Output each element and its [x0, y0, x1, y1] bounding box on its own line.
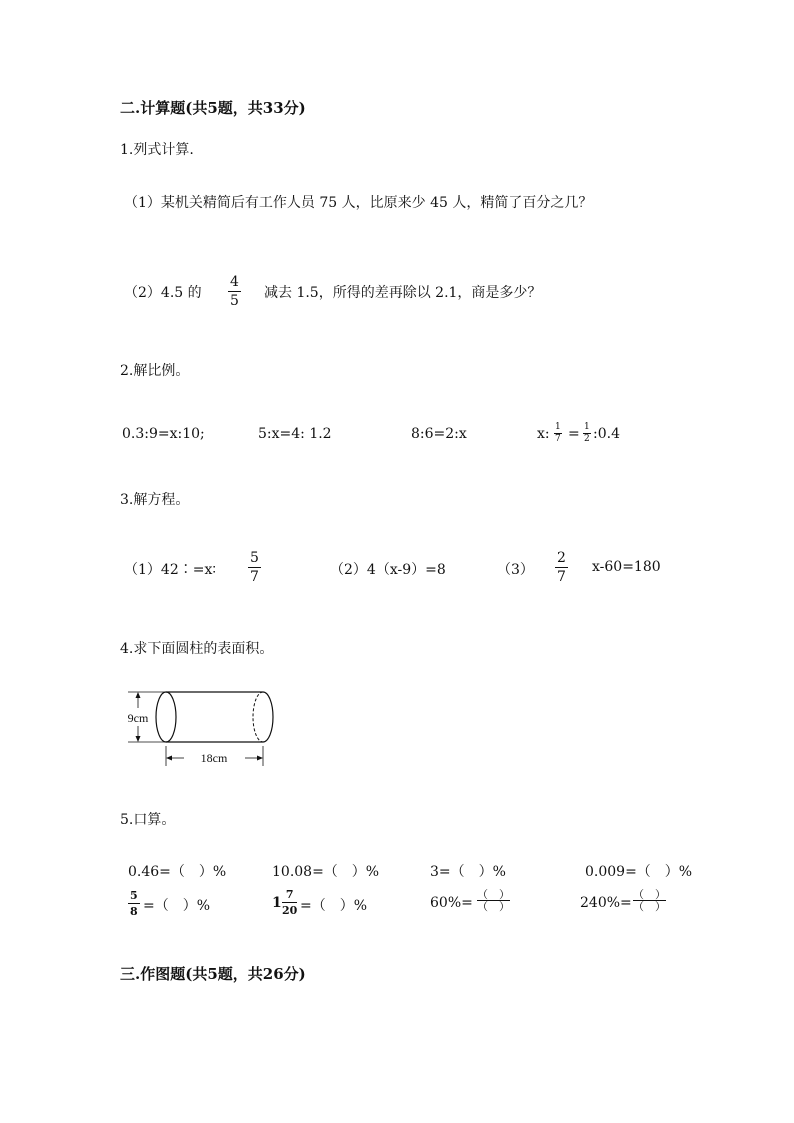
- blank-numerator: （ ）: [477, 888, 510, 901]
- fraction-numerator: 1: [555, 422, 561, 432]
- q1-sub1: （1）某机关精简后有工作人员 75 人，比原来少 45 人，精简了百分之几？: [124, 195, 593, 211]
- q5-r1c3: 3=（ ）%: [430, 864, 506, 880]
- section-2-title: 二.计算题(共5题，共33分): [120, 99, 306, 117]
- q2-proportion-2: 5:x=4: 1.2: [258, 426, 332, 442]
- blank-denominator: （ ）: [477, 900, 510, 913]
- q3-title: 3.解方程。: [120, 492, 190, 508]
- fraction-numerator: 5: [250, 550, 259, 566]
- q3-equation-3-post: x-60=180: [592, 559, 661, 575]
- height-label: 9cm: [127, 711, 149, 725]
- q1-sub2-fraction: [228, 275, 241, 308]
- q5-r1c1: 0.46=（ ）%: [128, 864, 227, 880]
- q5-title: 5.口算。: [120, 812, 176, 828]
- q5-r2c1-post: =（ ）%: [143, 898, 211, 914]
- q2-p4-fraction-1: [554, 423, 562, 444]
- blank-denominator: （ ）: [633, 900, 666, 913]
- section-3-title: 三.作图题(共5题，共26分): [120, 965, 306, 983]
- q5-r1c2: 10.08=（ ）%: [272, 864, 380, 880]
- q3-equation-2: （2）4（x-9）=8: [330, 562, 446, 578]
- q3-equation-3-pre: （3）: [497, 562, 534, 578]
- q2-p4-post: :0.4: [593, 426, 620, 442]
- q1-title: 1.列式计算.: [120, 142, 194, 158]
- q5-r1c4: 0.009=（ ）%: [585, 864, 693, 880]
- fraction-denominator: 20: [282, 904, 298, 917]
- q5-r2c2-whole: 1: [272, 895, 282, 911]
- fraction-numerator: 5: [130, 889, 138, 902]
- fraction-denominator: 8: [130, 905, 138, 918]
- q5-r2c4-blank-fraction: [633, 889, 666, 912]
- fraction-numerator: 4: [230, 274, 239, 290]
- fraction-denominator: 7: [557, 569, 566, 585]
- q3-equation-1-pre: （1）42∶=x∶: [124, 562, 216, 578]
- q5-r2c2-fraction: [282, 889, 297, 916]
- q2-proportion-4-pre: x:: [537, 426, 550, 442]
- fraction-numerator: 2: [557, 550, 566, 566]
- q5-r2c4-pre: 240%=: [580, 895, 632, 911]
- q1-sub2-post: 减去 1.5，所得的差再除以 2.1，商是多少？: [264, 285, 542, 301]
- fraction-numerator: 7: [285, 888, 294, 901]
- fraction-denominator: 7: [250, 569, 259, 585]
- q5-r2c2-post: =（ ）%: [300, 898, 368, 914]
- q5-r2c3-blank-fraction: [477, 889, 510, 912]
- fraction-numerator: 1: [584, 422, 590, 432]
- q4-title: 4.求下面圆柱的表面积。: [120, 641, 274, 657]
- q2-proportion-1: 0.3:9=x:10;: [122, 426, 205, 442]
- q2-p4-fraction-2: [583, 423, 591, 444]
- q5-r2c3-pre: 60%=: [430, 895, 473, 911]
- q2-title: 2.解比例。: [120, 363, 190, 379]
- q3-e1-fraction: [248, 551, 261, 584]
- q5-r2c1-fraction: [128, 890, 140, 917]
- cylinder-diagram: [118, 682, 288, 774]
- q1-sub2-pre: （2）4.5 的: [124, 285, 202, 301]
- blank-numerator: （ ）: [633, 888, 666, 901]
- fraction-denominator: 7: [555, 434, 561, 444]
- q2-p4-equals: =: [568, 426, 580, 442]
- q3-e3-fraction: [555, 551, 568, 584]
- length-label: 18cm: [200, 751, 228, 765]
- fraction-denominator: 2: [584, 434, 590, 444]
- fraction-denominator: 5: [230, 293, 239, 309]
- q2-proportion-3: 8:6=2:x: [411, 426, 467, 442]
